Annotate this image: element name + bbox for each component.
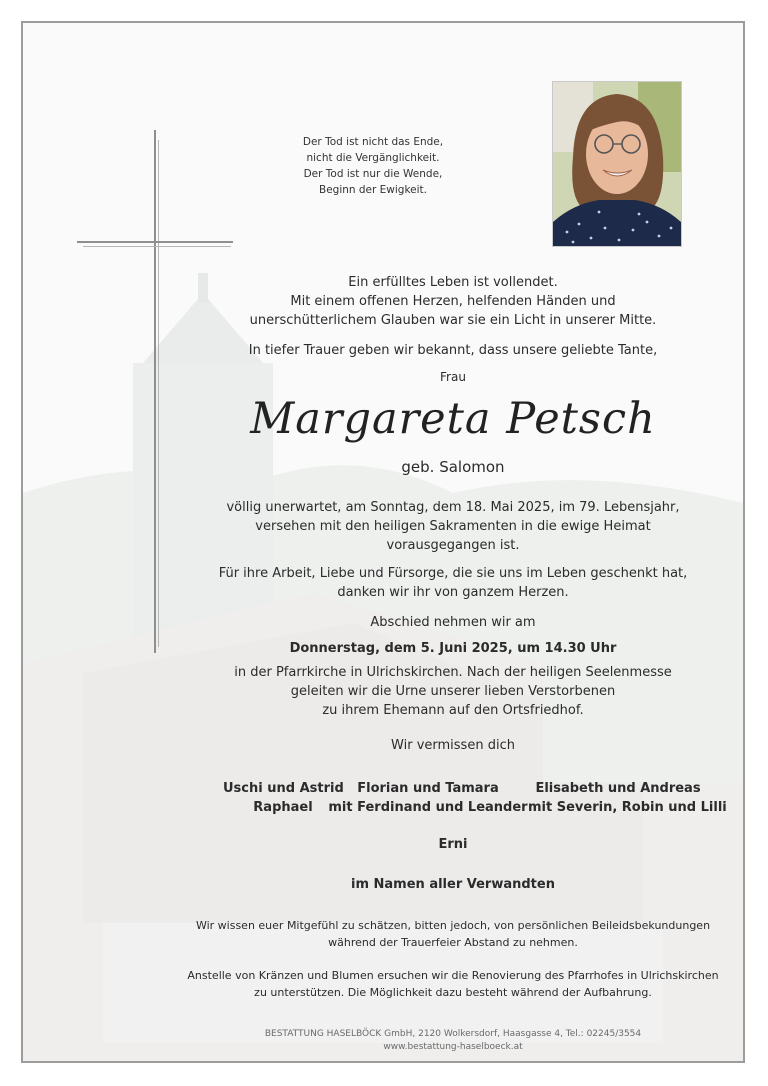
- poem-line: Der Tod ist nur die Wende,: [303, 168, 443, 180]
- mourner-line: mit Ferdinand und Leander: [328, 800, 528, 815]
- death-line: versehen mit den heiligen Sakramenten in die ewige Heimat: [255, 519, 651, 534]
- note-line: zu unterstützen. Die Möglichkeit dazu besteht während der Aufbahrung.: [254, 986, 652, 999]
- footer-company: BESTATTUNG HASELBÖCK GmbH, 2120 Wolkersdorf, Haasgasse 4, Tel.: 02245/3554: [264, 1029, 642, 1039]
- footer: [153, 1028, 745, 1054]
- salutation: Frau: [440, 370, 466, 384]
- note-line: Wir wissen euer Mitgefühl zu schätzen, bitten jedoch, von persönlichen Beileidsbekundungen: [195, 919, 711, 932]
- ceremony-text: [183, 663, 723, 720]
- miss-you: Wir vermissen dich: [391, 738, 515, 753]
- thanks-line: danken wir ihr von ganzem Herzen.: [337, 585, 569, 600]
- portrait-image: [553, 82, 681, 246]
- death-line: vorausgegangen ist.: [386, 538, 520, 553]
- thanks-text: [183, 564, 723, 602]
- poem: [273, 134, 473, 198]
- note-condolences: [153, 917, 745, 951]
- poem-line: Der Tod ist nicht das Ende,: [302, 136, 444, 148]
- portrait-photo: [552, 81, 682, 247]
- footer-url: www.bestattung-haselboeck.at: [383, 1042, 523, 1052]
- mourner-line: mit Severin, Robin und Lilli: [528, 800, 727, 815]
- mourner-group: [528, 779, 727, 817]
- cross-horizontal: [77, 241, 233, 243]
- cross-vertical: [154, 130, 156, 653]
- deceased-name: Margareta Petsch: [250, 394, 656, 444]
- note-line: während der Trauerfeier Abstand zu nehmen.: [328, 936, 578, 949]
- cross-vertical-inner: [158, 140, 159, 647]
- ceremony-line: geleiten wir die Urne unserer lieben Verstorbenen: [290, 684, 616, 699]
- relatives: im Namen aller Verwandten: [351, 877, 555, 892]
- intro-text: [183, 273, 723, 330]
- mourner-line: Uschi und Astrid: [223, 781, 344, 796]
- death-line: völlig unerwartet, am Sonntag, dem 18. Mai 2025, im 79. Lebensjahr,: [226, 500, 680, 515]
- farewell-intro: Abschied nehmen wir am: [370, 615, 536, 630]
- cross-horizontal-inner: [83, 246, 231, 247]
- poem-line: Beginn der Ewigkeit.: [318, 184, 427, 196]
- ceremony-line: zu ihrem Ehemann auf den Ortsfriedhof.: [322, 703, 584, 718]
- birth-name: geb. Salomon: [401, 458, 505, 476]
- thanks-line: Für ihre Arbeit, Liebe und Fürsorge, die sie uns im Leben geschenkt hat,: [218, 566, 688, 581]
- poem-line: nicht die Vergänglichkeit.: [306, 152, 440, 164]
- death-text: [183, 498, 723, 555]
- mourner-single: Erni: [438, 837, 468, 852]
- intro-line: Ein erfülltes Leben ist vollendet.: [348, 275, 558, 290]
- farewell-date: Donnerstag, dem 5. Juni 2025, um 14.30 Uhr: [289, 641, 617, 656]
- mourner-group: [323, 779, 533, 817]
- note-donation: [153, 967, 745, 1001]
- obituary-card: [21, 21, 745, 1063]
- intro-line: unerschütterlichem Glauben war sie ein Licht in unserer Mitte.: [249, 313, 657, 328]
- ceremony-line: in der Pfarrkirche in Ulrichskirchen. Nach der heiligen Seelenmesse: [234, 665, 672, 680]
- mourner-line: Florian und Tamara: [357, 781, 499, 796]
- announcement: In tiefer Trauer geben wir bekannt, dass unsere geliebte Tante,: [248, 343, 658, 358]
- note-line: Anstelle von Kränzen und Blumen ersuchen wir die Renovierung des Pfarrhofes in Ulrichskirchen: [187, 969, 719, 982]
- mourner-line: Raphael: [253, 800, 313, 815]
- intro-line: Mit einem offenen Herzen, helfenden Händen und: [290, 294, 616, 309]
- mourner-line: Elisabeth und Andreas: [535, 781, 701, 796]
